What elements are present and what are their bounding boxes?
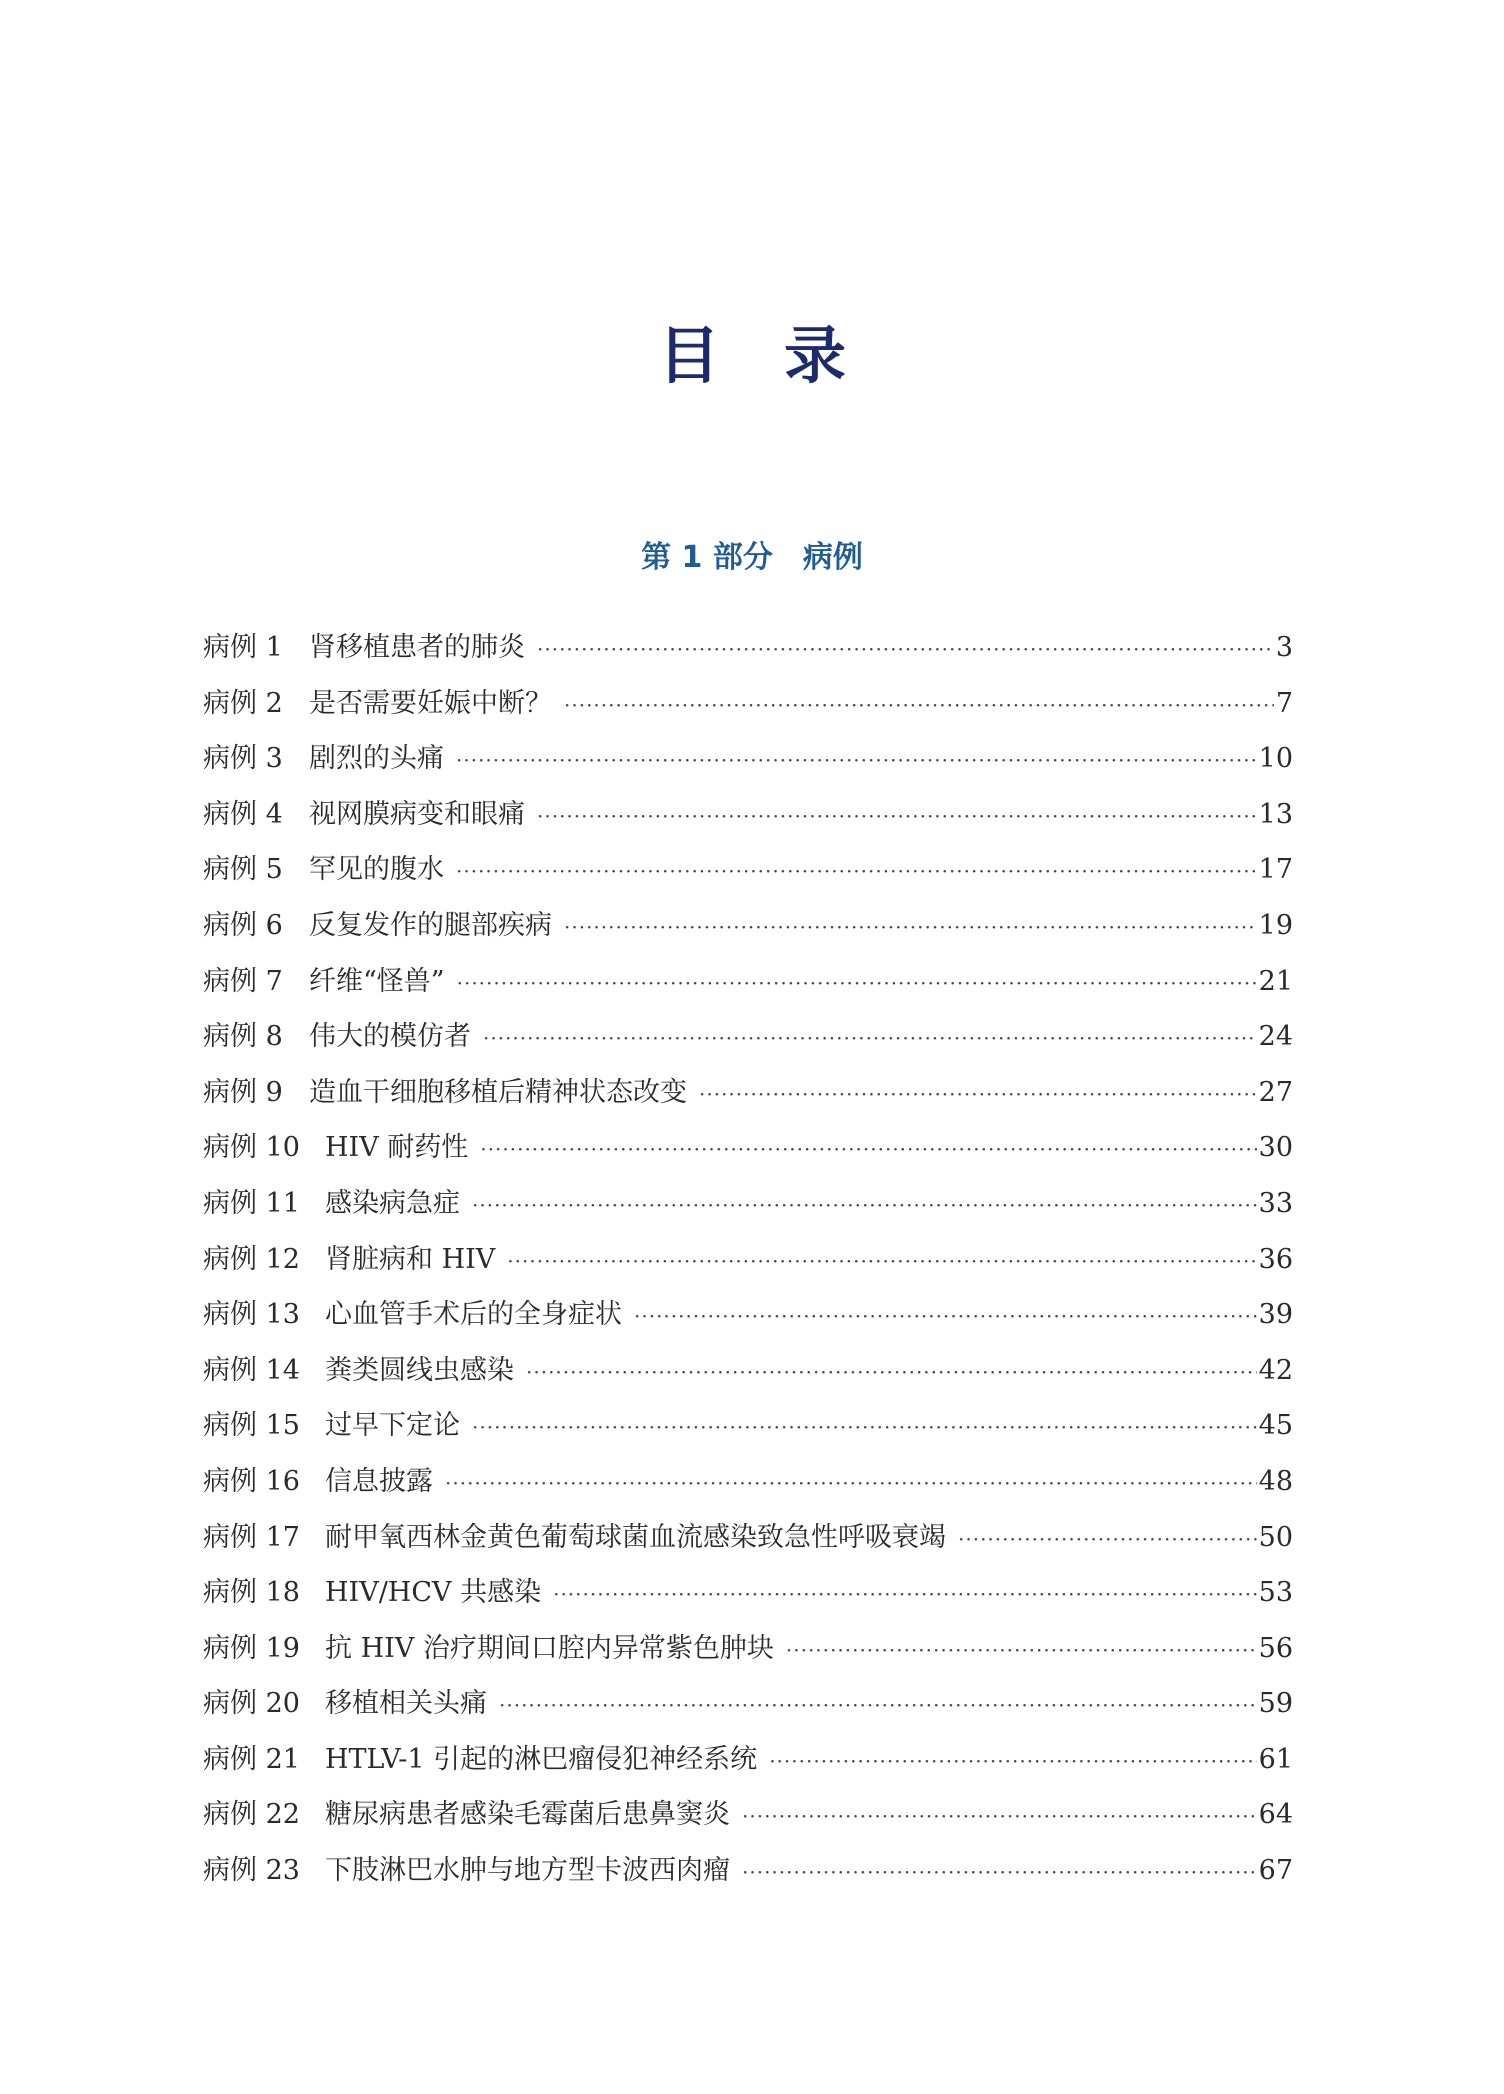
entry-title: 反复发作的腿部疾病 xyxy=(309,909,552,941)
entry-page: 42 xyxy=(1258,1354,1293,1386)
entry-page: 56 xyxy=(1258,1632,1293,1664)
dot-leader xyxy=(537,789,1257,845)
entry-number: 病例 7 xyxy=(203,965,283,997)
entry-page: 27 xyxy=(1258,1076,1293,1108)
entry-number: 病例 4 xyxy=(203,798,283,830)
entry-page: 30 xyxy=(1258,1132,1293,1164)
entry-number: 病例 12 xyxy=(203,1243,300,1275)
toc-entry[interactable] xyxy=(203,1621,1293,1677)
dot-leader xyxy=(507,1234,1256,1290)
entry-number: 病例 6 xyxy=(203,909,283,941)
toc-entry[interactable] xyxy=(203,1843,1293,1899)
toc-entry[interactable] xyxy=(203,1232,1293,1288)
dot-leader xyxy=(634,1289,1257,1345)
entry-title: 罕见的腹水 xyxy=(309,854,444,886)
entry-number: 病例 19 xyxy=(203,1632,300,1664)
dot-leader xyxy=(456,844,1257,900)
entry-number: 病例 2 xyxy=(203,687,283,719)
entry-title: 移植相关头痛 xyxy=(325,1688,487,1720)
entry-page: 33 xyxy=(1258,1187,1293,1219)
entry-page: 45 xyxy=(1258,1410,1293,1442)
entry-number: 病例 9 xyxy=(203,1076,283,1108)
entry-number: 病例 23 xyxy=(203,1855,300,1887)
entry-page: 24 xyxy=(1258,1021,1293,1053)
entry-number: 病例 1 xyxy=(203,632,283,663)
entry-number: 病例 20 xyxy=(203,1688,300,1720)
entry-number: 病例 21 xyxy=(203,1743,300,1775)
entry-title: 过早下定论 xyxy=(325,1410,460,1442)
dot-leader xyxy=(786,1623,1257,1679)
dot-leader xyxy=(958,1512,1257,1568)
entry-page: 17 xyxy=(1258,854,1293,886)
entry-number: 病例 15 xyxy=(203,1410,300,1442)
toc-entry[interactable] xyxy=(203,898,1293,954)
toc-entry[interactable] xyxy=(203,842,1293,898)
section-heading: 第 1 部分 病例 xyxy=(641,540,863,575)
entry-page: 13 xyxy=(1258,798,1293,830)
dot-leader xyxy=(480,1122,1256,1178)
entry-page: 48 xyxy=(1258,1465,1293,1497)
entry-page: 19 xyxy=(1258,909,1293,941)
entry-title: 下肢淋巴水肿与地方型卡波西肉瘤 xyxy=(325,1855,730,1887)
entry-title: 信息披露 xyxy=(325,1465,433,1497)
dot-leader xyxy=(564,900,1257,956)
entry-title: 肾脏病和 HIV xyxy=(325,1243,496,1275)
toc-entry[interactable] xyxy=(203,1065,1293,1121)
entry-number: 病例 8 xyxy=(203,1021,283,1053)
entry-title: 伟大的模仿者 xyxy=(309,1021,471,1053)
dot-leader xyxy=(445,1456,1257,1512)
page-title: 目录 xyxy=(657,319,910,392)
toc-entry[interactable] xyxy=(203,1676,1293,1732)
entry-title: 糖尿病患者感染毛霉菌后患鼻窦炎 xyxy=(325,1799,730,1831)
toc-entry[interactable] xyxy=(203,1009,1293,1065)
dot-leader xyxy=(456,733,1257,789)
entry-title: 肾移植患者的肺炎 xyxy=(309,632,525,663)
dot-leader xyxy=(742,1789,1257,1845)
toc-entry[interactable] xyxy=(203,954,1293,1010)
toc-entry[interactable] xyxy=(203,1787,1293,1843)
entry-title: 是否需要妊娠中断？ xyxy=(309,687,552,719)
entry-number: 病例 18 xyxy=(203,1577,300,1609)
toc-entry[interactable] xyxy=(203,787,1293,843)
toc-entry[interactable] xyxy=(203,1510,1293,1566)
entry-number: 病例 10 xyxy=(203,1132,300,1164)
entry-number: 病例 5 xyxy=(203,854,283,886)
dot-leader xyxy=(769,1734,1256,1790)
dot-leader xyxy=(553,1567,1257,1623)
entry-page: 7 xyxy=(1275,687,1293,719)
entry-number: 病例 13 xyxy=(203,1299,300,1331)
entry-page: 67 xyxy=(1258,1855,1293,1887)
dot-leader xyxy=(526,1345,1257,1401)
toc-entry[interactable] xyxy=(203,1454,1293,1510)
entry-title: 耐甲氧西林金黄色葡萄球菌血流感染致急性呼吸衰竭 xyxy=(325,1521,946,1553)
dot-leader xyxy=(483,1011,1257,1067)
toc-entry[interactable] xyxy=(203,1120,1293,1176)
entry-page: 64 xyxy=(1258,1799,1293,1831)
toc-entry[interactable] xyxy=(203,1343,1293,1399)
dot-leader xyxy=(742,1845,1257,1901)
toc-entry[interactable] xyxy=(203,1287,1293,1343)
dot-leader xyxy=(564,678,1274,734)
entry-page: 61 xyxy=(1258,1743,1293,1775)
entry-number: 病例 14 xyxy=(203,1354,300,1386)
entry-title: HIV/HCV 共感染 xyxy=(325,1577,542,1609)
entry-title: 心血管手术后的全身症状 xyxy=(325,1299,622,1331)
entry-title: HTLV-1 引起的淋巴瘤侵犯神经系统 xyxy=(325,1743,758,1775)
entry-page: 10 xyxy=(1258,743,1293,775)
entry-page: 53 xyxy=(1258,1577,1293,1609)
dot-leader xyxy=(457,956,1257,1012)
entry-title: HIV 耐药性 xyxy=(325,1132,469,1164)
entry-page: 39 xyxy=(1258,1299,1293,1331)
toc-entry[interactable] xyxy=(203,676,1293,732)
entry-page: 50 xyxy=(1258,1521,1293,1553)
entry-title: 感染病急症 xyxy=(325,1187,460,1219)
entry-number: 病例 22 xyxy=(203,1799,300,1831)
dot-leader xyxy=(699,1067,1257,1123)
entry-title: 造血干细胞移植后精神状态改变 xyxy=(309,1076,687,1108)
entry-title: 抗 HIV 治疗期间口腔内异常紫色肿块 xyxy=(325,1632,774,1664)
dot-leader xyxy=(499,1678,1257,1734)
dot-leader xyxy=(472,1400,1257,1456)
entry-title: 视网膜病变和眼痛 xyxy=(309,798,525,830)
dot-leader xyxy=(472,1178,1257,1234)
entry-number: 病例 17 xyxy=(203,1521,300,1553)
entry-title: 粪类圆线虫感染 xyxy=(325,1354,514,1386)
entry-title: 剧烈的头痛 xyxy=(309,743,444,775)
entry-page: 21 xyxy=(1258,965,1293,997)
entry-number: 病例 16 xyxy=(203,1465,300,1497)
entry-page: 3 xyxy=(1275,632,1293,663)
entry-number: 病例 3 xyxy=(203,743,283,775)
toc-entry[interactable] xyxy=(203,731,1293,787)
entry-title: 纤维“怪兽” xyxy=(309,965,445,997)
toc-list xyxy=(203,620,1293,1899)
entry-number: 病例 11 xyxy=(203,1187,300,1219)
toc-entry[interactable] xyxy=(203,620,1293,676)
toc-entry[interactable] xyxy=(203,1398,1293,1454)
entry-page: 36 xyxy=(1258,1243,1293,1275)
dot-leader xyxy=(537,622,1274,678)
toc-entry[interactable] xyxy=(203,1732,1293,1788)
entry-page: 59 xyxy=(1258,1688,1293,1720)
toc-entry[interactable] xyxy=(203,1176,1293,1232)
toc-entry[interactable] xyxy=(203,1565,1293,1621)
